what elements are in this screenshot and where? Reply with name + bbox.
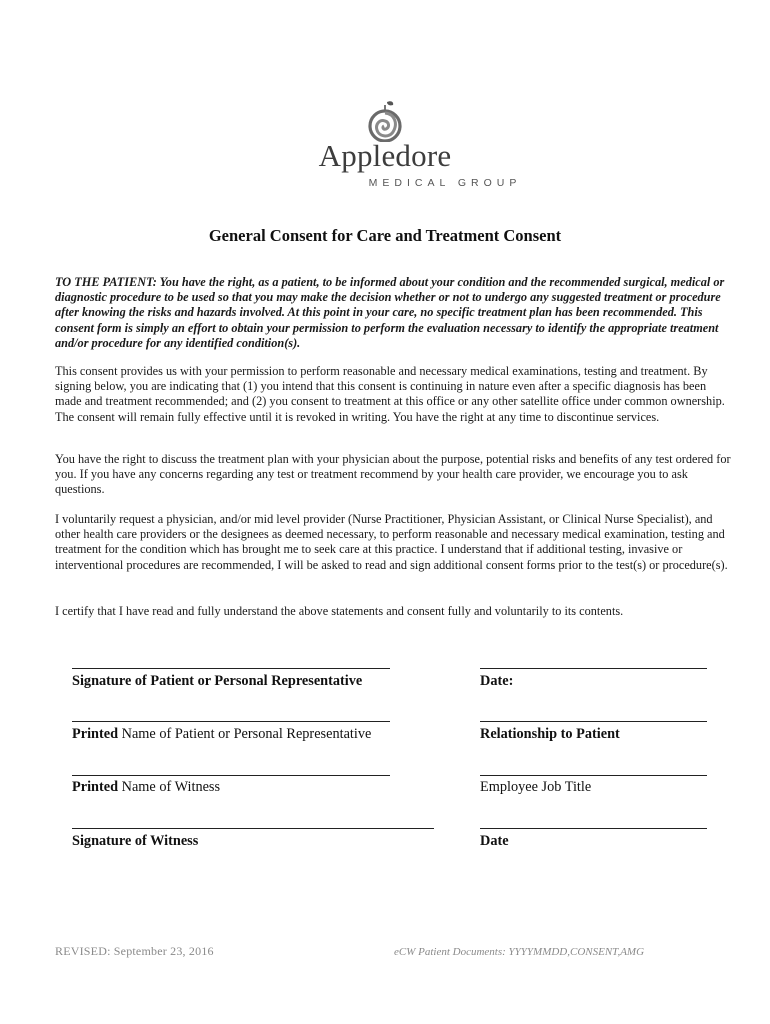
printed-patient-rest: Name of Patient or Personal Representative xyxy=(118,726,372,742)
printed-witness-name-label xyxy=(72,779,220,796)
printed-word: Printed xyxy=(72,779,119,795)
patient-signature-label: Signature of Patient or Personal Representative xyxy=(72,673,363,689)
date-line-2[interactable] xyxy=(480,828,707,829)
consent-paragraph-1: This consent provides us with your permission to perform reasonable and necessary medical examinations, testing and treatment. By signing below, you are indicating that (1) you intend that this consent is continuing in nature even after a specific diagnosis has been made and treatment recommended; and (2) you consent to treatment at this office or any other satellite office under common ownership. The consent will remain fully effective until it is revoked in writing. You have the right at any time to discontinue services. xyxy=(55,364,725,424)
printed-patient-name-label xyxy=(72,726,371,743)
relationship-label: Relationship to Patient xyxy=(480,726,620,742)
printed-word: Printed xyxy=(72,726,119,742)
witness-signature-label: Signature of Witness xyxy=(72,833,199,849)
consent-paragraph-4: I certify that I have read and fully understand the above statements and consent fully and voluntarily to its contents. xyxy=(55,604,624,618)
revised-date: REVISED: September 23, 2016 xyxy=(55,944,214,958)
witness-signature-line[interactable] xyxy=(72,828,434,829)
intro-paragraph: TO THE PATIENT: You have the right, as a patient, to be informed about your condition and the recommended surgical, medical or diagnostic procedure to be used so that you may make the decision whether or not to undergo any suggested treatment or procedure after knowing the risks and hazards involved. At this point in your care, no specific treatment plan has been recommended. This consent form is simply an effort to obtain your permission to perform the evaluation necessary to identify the appropriate treatment and/or procedure for any identified condition(s). xyxy=(55,275,725,350)
relationship-line[interactable] xyxy=(480,721,707,722)
patient-signature-line[interactable] xyxy=(72,668,390,669)
printed-patient-name-line[interactable] xyxy=(72,721,390,722)
brand-tagline: MEDICAL GROUP xyxy=(368,177,522,189)
brand-name: Appledore xyxy=(318,138,452,173)
employee-job-title-label: Employee Job Title xyxy=(480,779,592,795)
apple-swirl-icon xyxy=(366,100,404,142)
printed-witness-rest: Name of Witness xyxy=(118,779,221,795)
date-line-1[interactable] xyxy=(480,668,707,669)
consent-paragraph-3: I voluntarily request a physician, and/or mid level provider (Nurse Practitioner, Physician Assistant, or Clinical Nurse Specialist), and other health care providers or the designees as deemed necessary, to perform reasonable and necessary medical examination, testing and treatment for the condition which has brought me to seek care at this practice. I understand that if additional testing, invasive or interventional procedures are recommended, I will be asked to read and sign additional consent forms prior to the test(s) or procedure(s). xyxy=(55,512,728,572)
consent-paragraph-2: You have the right to discuss the treatment plan with your physician about the purpose, potential risks and benefits of any test ordered for you. If you have any concerns regarding any test or treatment recommend by your health care provider, we encourage you to ask questions. xyxy=(55,452,731,497)
document-code: eCW Patient Documents: YYYYMMDD,CONSENT,AMG xyxy=(394,946,645,958)
page-title: General Consent for Care and Treatment Consent xyxy=(208,226,562,245)
date-label-2: Date xyxy=(480,833,509,849)
employee-job-title-line[interactable] xyxy=(480,775,707,776)
date-label-1: Date: xyxy=(480,673,514,689)
printed-witness-name-line[interactable] xyxy=(72,775,390,776)
